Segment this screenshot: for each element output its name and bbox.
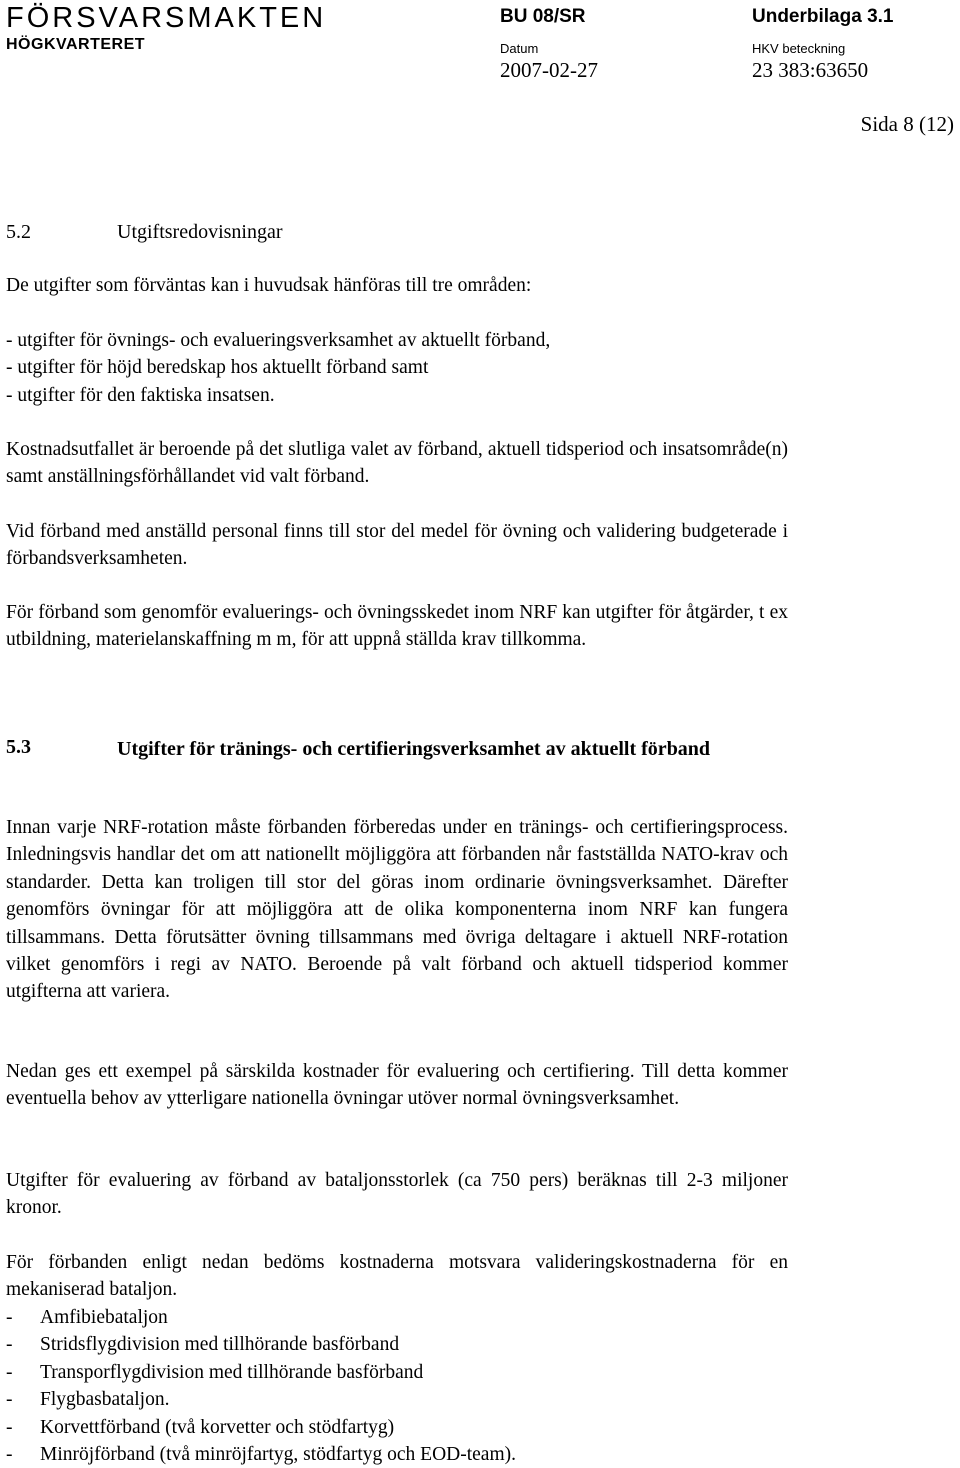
list-item: - Korvettförband (två korvetter och stödfartyg) [6,1416,395,1438]
reference-label: HKV beteckning [752,41,846,56]
list-item: - utgifter för den faktiska insatsen. [6,384,275,406]
list-item: - Minröjförband (två minröjfartyg, stödfartyg och EOD-team). [6,1444,516,1466]
section-5-2-paragraph-1: Kostnadsutfallet är beroende på det slutliga valet av förband, aktuell tidsperiod och insatsområde(n) samt anställningsförhållandet vid valt förband. [6,439,788,488]
list-item: - Stridsflygdivision med tillhörande basförband [6,1334,400,1356]
section-5-3-paragraph-3: Utgifter för evaluering av förband av bataljonsstorlek (ca 750 pers) beräknas till 2-3 miljoner kronor. [6,1170,788,1219]
unit-list [6,1304,516,1468]
date-label: Datum [500,41,539,56]
section-5-2-title: Utgiftsredovisningar [117,221,283,243]
section-5-3-title: Utgifter för tränings- och certifieringsverksamhet av aktuellt förband [117,738,711,760]
document-id: BU 08/SR [500,6,586,27]
section-5-3-paragraph-2: Nedan ges ett exempel på särskilda kostnader för evaluering och certifiering. Till detta kommer eventuella behov av ytterligare nationella övningar utöver normal övningsverksamhet. [6,1061,788,1110]
section-5-2-paragraph-3: För förband som genomför evaluerings- och övningsskedet inom NRF kan utgifter för åtgärder, t ex utbildning, materielanskaffning m m, för att uppnå ställda krav tillkomma. [6,602,788,651]
section-5-2-intro: De utgifter som förväntas kan i huvudsak hänföras till tre områden: [6,275,532,296]
unit-name: HÖGKVARTERET [6,36,146,53]
page-number: Sida 8 (12) [860,112,954,136]
list-item: - utgifter för höjd beredskap hos aktuellt förband samt [6,357,429,379]
section-5-3-paragraph-1: Innan varje NRF-rotation måste förbanden förberedas under en tränings- och certifieringsprocess. Inledningsvis handlar det om att nationellt möjliggöra att förbanden når fastställda NATO-krav och standarder. Detta kan troligen till stor del göras inom ordinarie övningsverksamhet. Därefter genomförs övningar för att möjliggöra att de olika komponenterna inom NRF kan fungera tillsammans. Detta förutsätter övning tillsammans med övriga deltagare i aktuell NRF-rotation vilket genomförs i regi av NATO. Beroende på valt förband och aktuell tidsperiod kommer utgifterna att variera. [6,817,788,1003]
org-name: FÖRSVARSMAKTEN [6,2,327,34]
section-5-2-paragraph-2: Vid förband med anställd personal finns till stor del medel för övning och validering budgeterade i förbandsverksamheten. [6,521,788,570]
list-item: - Amfibiebataljon [6,1307,168,1328]
list-item: - utgifter för övnings- och evalueringsverksamhet av aktuellt förband, [6,330,551,351]
list-item: - Flygbasbataljon. [6,1389,170,1411]
section-5-3-number: 5.3 [6,736,31,758]
section-5-3-paragraph-4: För förbanden enligt nedan bedöms kostnaderna motsvara valideringskostnaderna för en mekaniserad bataljon. [6,1252,788,1301]
annex-label: Underbilaga 3.1 [752,6,894,27]
reference-value: 23 383:63650 [752,58,869,82]
section-5-2-bullets [6,327,550,409]
section-5-2-number: 5.2 [6,221,31,243]
date-value: 2007-02-27 [500,58,598,82]
list-item: - Transporflygdivision med tillhörande basförband [6,1361,424,1383]
